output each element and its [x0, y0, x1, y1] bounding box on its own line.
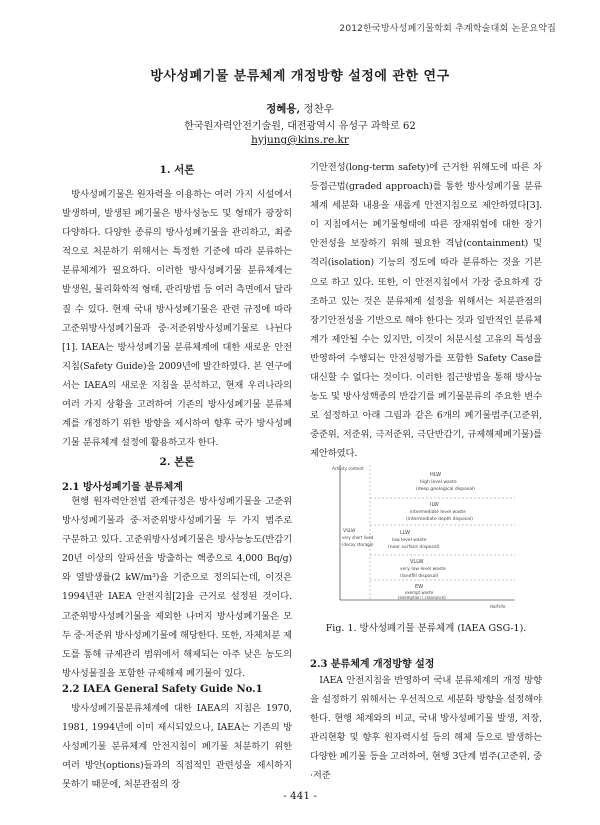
vslw-desc: very short lived: [342, 535, 374, 540]
hlw-desc: high level waste: [420, 480, 457, 485]
ew-disposal: (exemption / clearance): [398, 595, 446, 600]
section-2-1-body: [62, 492, 292, 683]
section-2-2-paragraph: 방사성폐기물분류체계에 대한 IAEA의 지침은 1970, 1981, 1994년에 이미 제시되었으나, IAEA는 기존의 방사성폐기물 분류체계 안전지침이 폐기물 처분하기 위한 여러 방안(options)들과의 직접적인 관련성을 제시하지 못하기 때문에, 처분관점의 장: [62, 703, 292, 791]
llw-desc: low level waste: [392, 538, 427, 543]
llw-label: LLW: [400, 530, 411, 536]
section-2-1-paragraph: 현행 원자력안전법 관계규정은 방사성폐기물을 고준위방사성폐기물과 중·저준위방사성폐기물 두 가지 범주로 구분하고 있다. 고준위방사성폐기물은 방사능농도(반감기 20년 이상의 알파선을 방출하는 핵종으로 4,000 Bq/g)와 열발생률(2 kW/m³)을 기준으로 정의되는데, 이것은 1994년판 IAEA 안전지침[2]을 근거로 설정된 것이다. 고준위방사성폐기물을 제외한 나머지 방사성폐기물은 모두 중·저준위 방사성폐기물에 해당한다. 또한, 자체처분 제도를 통해 규제관리 범위에서 해제되는 아주 낮은 농도의 방사성물질을 포함한 규제해제 폐기물이 있다.: [62, 496, 292, 679]
affiliation: 한국원자력안전기술원, 대전광역시 유성구 과학로 62: [184, 121, 416, 132]
section-2-2-body: [62, 699, 292, 794]
author-co: 정찬우: [300, 103, 334, 115]
vslw-label: VSLW: [343, 529, 356, 534]
right-paragraph: 기안전성(long-term safety)에 근거한 위해도에 따른 차등접근법(graded approach)를 통한 방사성폐기물 분류체계 세분화 내용을 새롭게 안전지침으로 제안하였다[3]. 이 지침에서는 폐기물형태에 따른 장재위험에 대한 장기 안전성을 보장하기 위해 필요한 격납(containment) 및 격리(isolation) 기능의 정도에 따라 분류하는 것을 기본으로 하고 있다. 또한, 이 안전지침에서 가장 중요하게 강조하고 있는 것은 분류체계 설정을 위해서는 처분관점의 장기안전성을 기반으로 해야 한다는 것과 일반적인 분류체계가 제안될 수는 있지만, 이것이 처분시설 고유의 특성을 반영하여 수행되는 안전성평가를 포함한 Safety Case를 대신할 수 없다는 것이다. 이러한 접근방법을 통해 방사능농도 및 방사성핵종의 반감기를 폐기물분류의 주요한 변수로 설정하고 아래 그림과 같은 6개의 폐기물범주(고준위, 중준위, 저준위, 극저준위, 극단반감기, 규제해제폐기물)를 제안하였다.: [310, 162, 542, 460]
vslw-disposal: (decay storage): [342, 542, 374, 547]
section-2-1-heading: 2.1 방사성폐기물 분류체계: [62, 482, 183, 493]
intro-heading: 1. 서론: [159, 164, 195, 176]
conference-header: 2012한국방사성폐기물학회 추계학술대회 논문요약집: [339, 24, 556, 34]
vllw-label: VLLW: [410, 559, 424, 565]
waste-classification-figure: [330, 460, 520, 610]
ew-label: EW: [415, 584, 424, 590]
right-column-body: [310, 158, 542, 464]
section-2-3-heading: 2.3 분류체계 개정방향 설정: [310, 659, 435, 670]
paper-title: 방사성폐기물 분류체계 개정방향 설정에 관한 연구: [150, 69, 450, 84]
hlw-label: HLW: [430, 472, 442, 478]
section-2-3-body: [310, 671, 542, 786]
section-2-3-paragraph: IAEA 안전지침을 반영하여 국내 분류체계의 개정 방향을 설정하기 위해서는 우선적으로 세분화 방향을 설정해야 한다. 현행 체계와의 비교, 국내 방사성폐기물 발생, 저장, 관리현황 및 향후 원자력시설 등의 해체 등으로 발생하는 다양한 폐기물 등을 고려하여, 현행 3단계 범주(고준위, 중·저준: [310, 675, 542, 782]
ilw-desc: intermediate level waste: [410, 510, 466, 515]
ilw-label: ILW: [430, 502, 439, 508]
authors: [0, 101, 600, 116]
llw-disposal: (near surface disposal): [388, 545, 440, 550]
ew-desc: exempt waste: [405, 590, 434, 595]
vllw-desc: very low level waste: [400, 567, 446, 572]
hlw-disposal: (deep geological disposal): [416, 487, 476, 492]
vllw-disposal: (landfill disposal): [400, 574, 439, 579]
intro-paragraph: 방사성폐기물은 원자력을 이용하는 여러 가지 시설에서 발생하며, 발생된 폐기물은 방사성농도 및 형태가 광장히 다양하다. 다양한 종류의 방사성폐기물을 관리하고, 최종적으로 처분하기 위해서는 특정한 기준에 따라 분류하는 분류체계가 필요하다. 이러한 방사성폐기물 분류체계는 발생원, 물리화학적 형태, 관리방법 등 여러 측면에서 달라 질 수 있다. 현재 국내 방사성폐기물은 관련 규정에 따라 고준위방사성폐기물과 중·저준위방사성폐기물로 나뉜다[1]. IAEA는 방사성폐기물 분류체계에 대한 새로운 안전지침(Safety Guide)을 2009년에 발간하였다. 본 연구에서는 IAEA의 새로운 지침을 분석하고, 현재 우리나라의 여러 가지 상황을 고려하여 기존의 방사성폐기물 분류체계를 개정하기 위한 방향을 제시하여 향후 국가 방사성폐기물 분류체계 설정에 활용하고자 한다.: [62, 189, 292, 449]
figure-caption: Fig. 1. 방사성폐기물 분류체계 (IAEA GSG-1).: [325, 623, 527, 634]
page-number: - 441 -: [283, 790, 317, 802]
body-heading: 2. 본론: [159, 456, 195, 468]
x-axis-label: Half-life: [490, 604, 506, 609]
intro-body: [62, 185, 292, 452]
author-main: 정혜용,: [266, 103, 301, 115]
classification-diagram: [330, 460, 520, 610]
author-email: hyjung@kins.re.kr: [251, 134, 349, 146]
ilw-disposal: (intermediate depth disposal): [406, 517, 473, 522]
y-axis-label: Activity content: [332, 466, 364, 471]
section-2-2-heading: 2.2 IAEA General Safety Guide No.1: [62, 684, 263, 695]
